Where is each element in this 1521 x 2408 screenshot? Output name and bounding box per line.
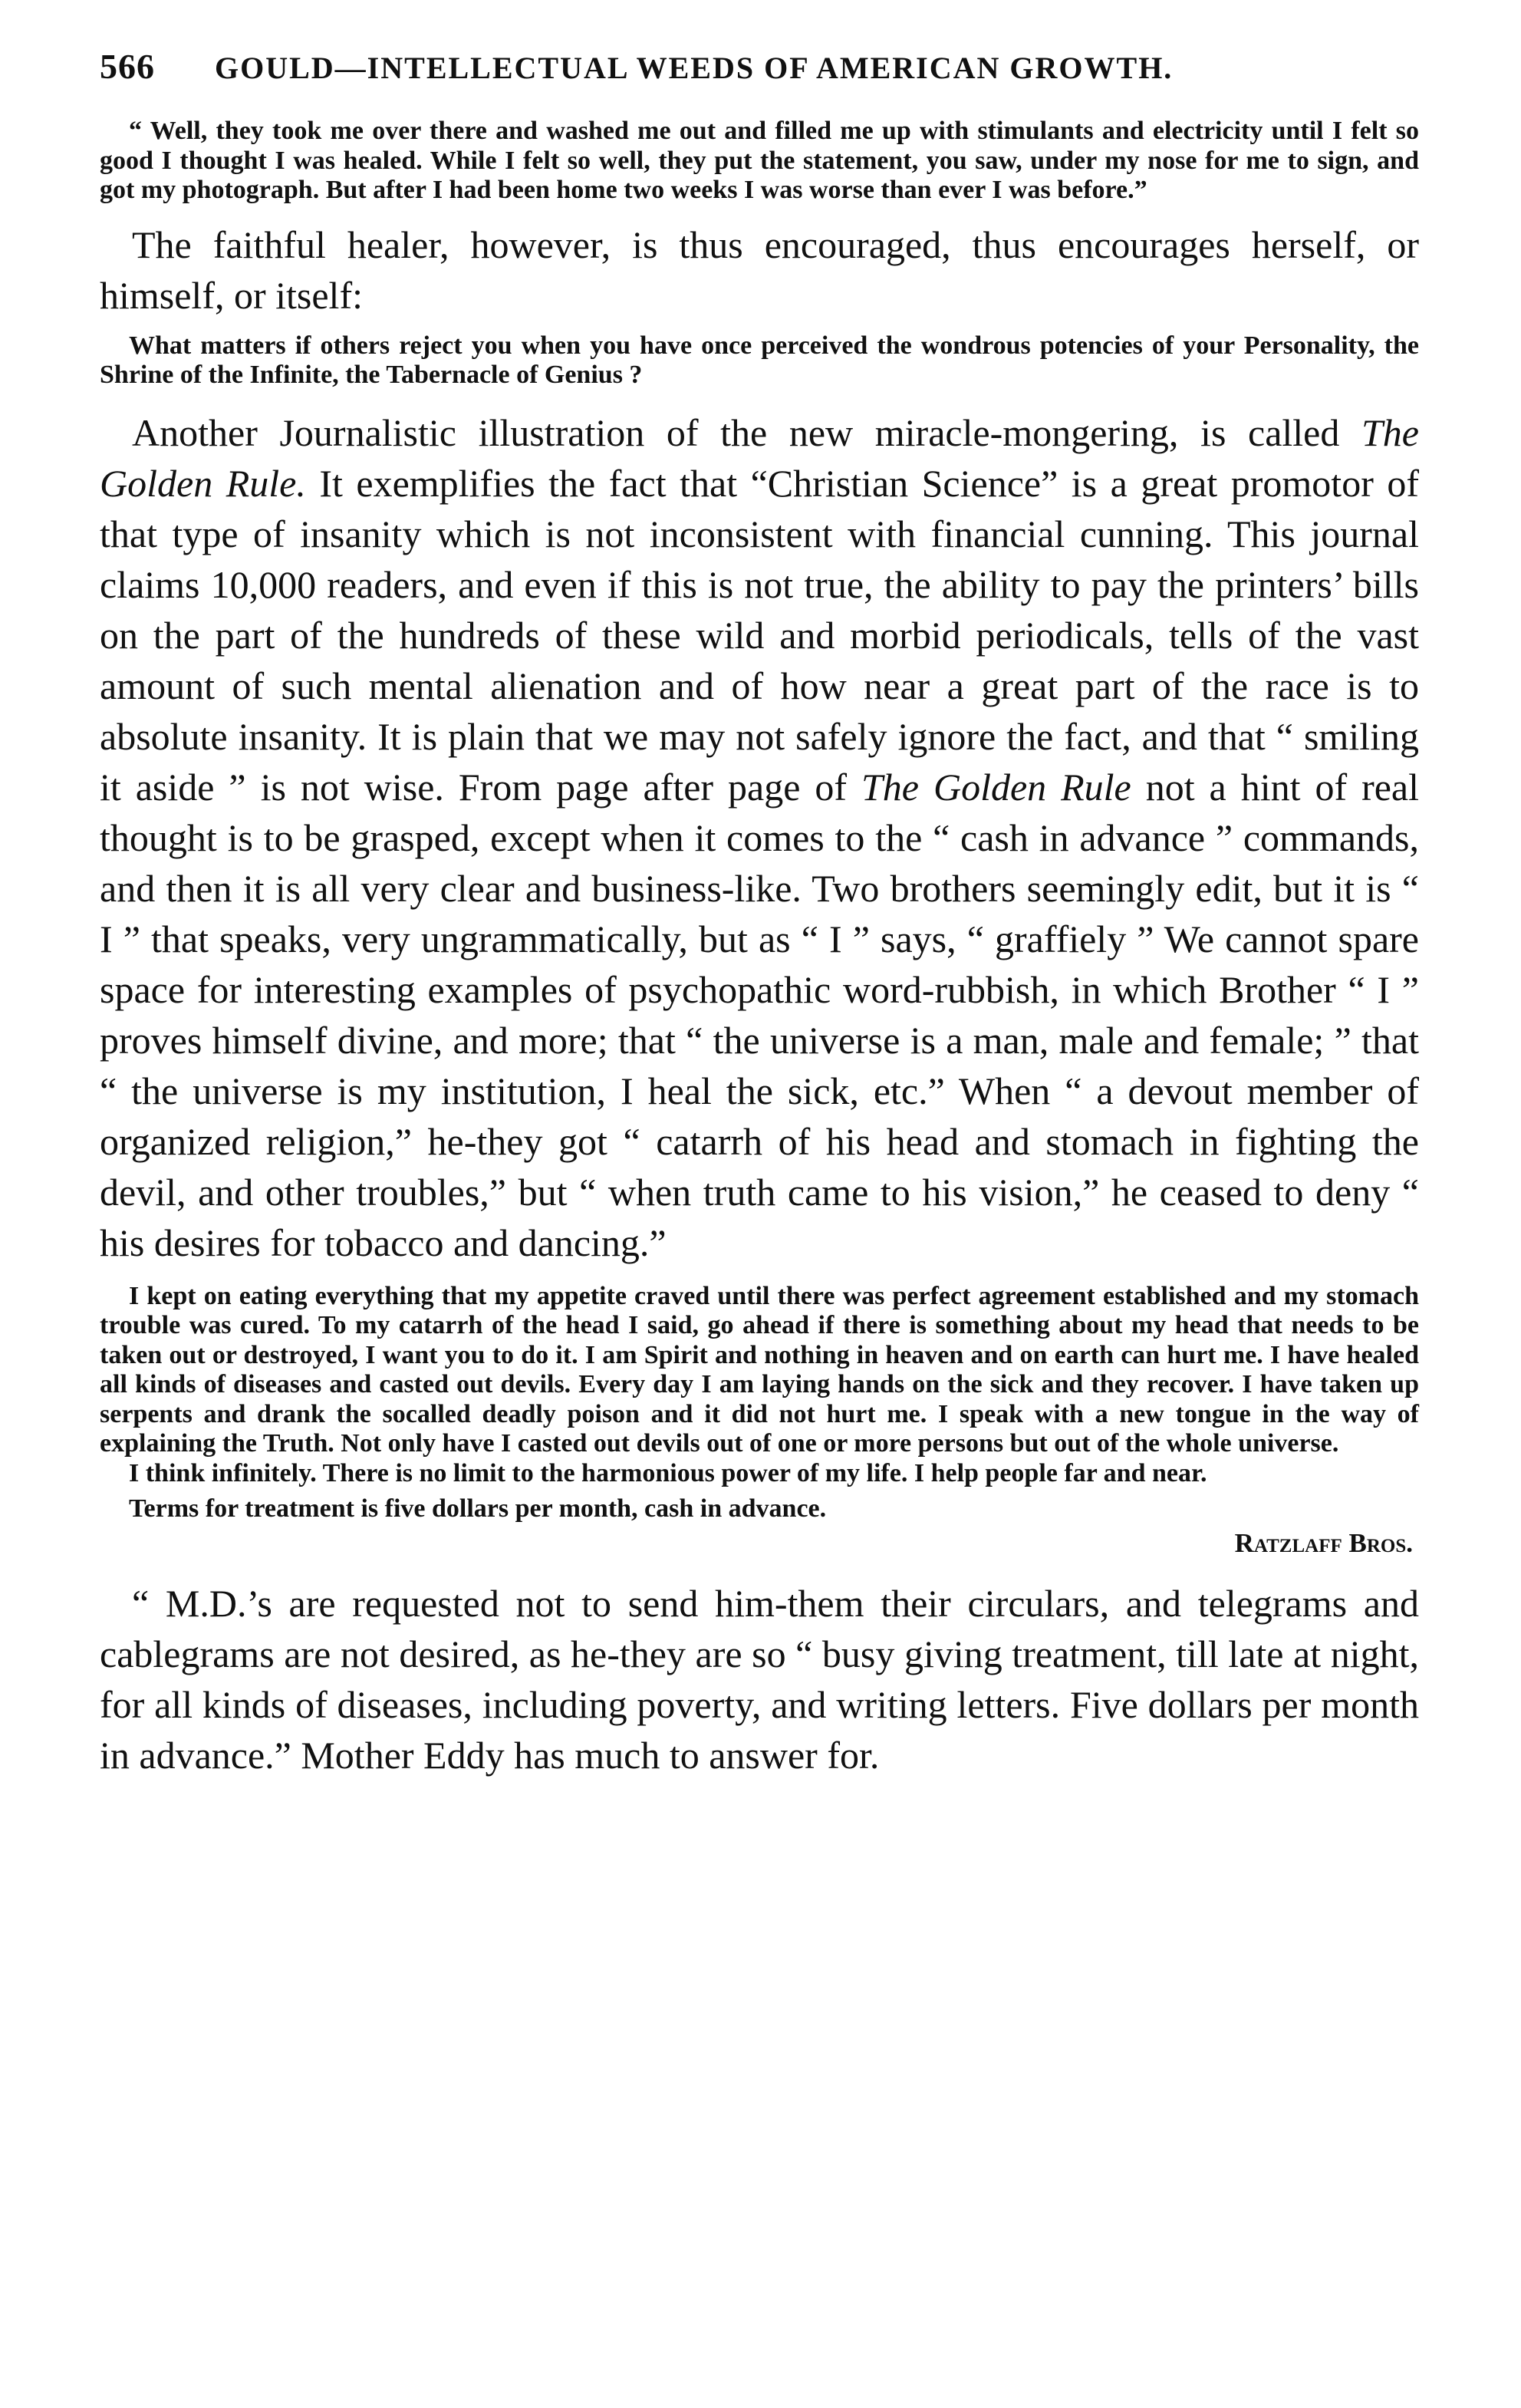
paragraph-text bbox=[100, 407, 1419, 1268]
body-paragraph-md bbox=[100, 1578, 1419, 1780]
body-paragraph-golden-rule bbox=[100, 407, 1419, 1268]
block-quote-testimony bbox=[100, 117, 1419, 206]
block-quote-ratzlaff bbox=[100, 1282, 1419, 1559]
paragraph-text-segment: Another Journalistic illustration of the new miracle-mongering, is called bbox=[132, 410, 1361, 454]
paragraph-text: “ M.D.’s are requested not to send him-them their circulars, and telegrams and cablegrams are not desired, as he-they are so “ busy giving treatment, till late at night, for all kinds of diseases, including poverty, and writing letters. Five dollars per month in advance.” Mother Eddy has much to answer for. bbox=[100, 1582, 1419, 1777]
body-paragraph-healer bbox=[100, 219, 1419, 321]
page-header bbox=[100, 46, 1419, 115]
page-number: 566 bbox=[100, 47, 155, 86]
quote-signature: Ratzlaff Bros. bbox=[1234, 1527, 1413, 1558]
document-page bbox=[100, 46, 1419, 1780]
paragraph-text-segment: It exemplifies the fact that “Christian Science” is a great promotor of that type of insanity which is not inconsistent with financial cunning. This journal claims 10,000 readers, and even if this is not true, the ability to pay the printers’ bills on the part of the hundreds of these wild and morbid periodicals, tells of the vast amount of such mental alienation and of how near a great part of the race is to absolute insanity. It is plain that we may not safely ignore the fact, and that “ smiling it aside ” is not wise. From page after page of bbox=[100, 461, 1419, 809]
journal-title: The Golden Rule. bbox=[100, 410, 1419, 505]
block-quote-personality bbox=[100, 331, 1419, 390]
quote-paragraph: What matters if others reject you when you have once perceived the wondrous potencies of your Personality, the Shrine of the Infinite, the Tabernacle of Genius ? bbox=[100, 331, 1419, 389]
quote-paragraph: “ Well, they took me over there and washed me out and filled me up with stimulants and electricity until I felt so good I thought I was healed. While I felt so well, they put the statement, you saw, under my nose for me to sign, and got my photograph. But after I had been home two weeks I was worse than ever I was before.” bbox=[100, 117, 1419, 204]
quote-paragraph: I kept on eating everything that my appetite craved until there was perfect agreement established and my stomach trouble was cured. To my catarrh of the head I said, go ahead if there is something about my head that needs to be taken out or destroyed, I want you to do it. I am Spirit and nothing in heaven and on earth can hurt me. I have healed all kinds of diseases and casted out devils. Every day I am laying hands on the sick and they recover. I have taken up serpents and drank the socalled deadly poison and it did not hurt me. I speak with a new tongue in the way of explaining the Truth. Not only have I casted out devils out of one or more persons but out of the whole universe. bbox=[100, 1281, 1419, 1458]
quote-paragraph: Terms for treatment is five dollars per month, cash in advance. bbox=[129, 1494, 827, 1523]
paragraph-text: The faithful healer, however, is thus encouraged, thus encourages herself, or himself, or itself: bbox=[100, 222, 1419, 317]
paragraph-text-segment: not a hint of real thought is to be grasped, except when it comes to the “ cash in advance ” commands, and then it is all very clear and business-like. Two brothers seemingly edit, but it is “ I ” that speaks, very ungrammatically, but as “ I ” says, “ graffiely ” We cannot spare space for interesting examples of psychopathic word-rubbish, in which Brother “ I ” proves himself divine, and more; that “ the universe is a man, male and female; ” that “ the universe is my institution, I heal the sick, etc.” When “ a devout member of organized religion,” he-they got “ catarrh of his head and stomach in fighting the devil, and other troubles,” but “ when truth came to his vision,” he ceased to deny “ his desires for tobacco and dancing.” bbox=[100, 765, 1419, 1264]
journal-title: The Golden Rule bbox=[861, 765, 1131, 809]
quote-paragraph: I think infinitely. There is no limit to the harmonious power of my life. I help people far and near. bbox=[129, 1458, 1207, 1487]
running-head: GOULD—INTELLECTUAL WEEDS OF AMERICAN GROWTH. bbox=[215, 51, 1174, 85]
